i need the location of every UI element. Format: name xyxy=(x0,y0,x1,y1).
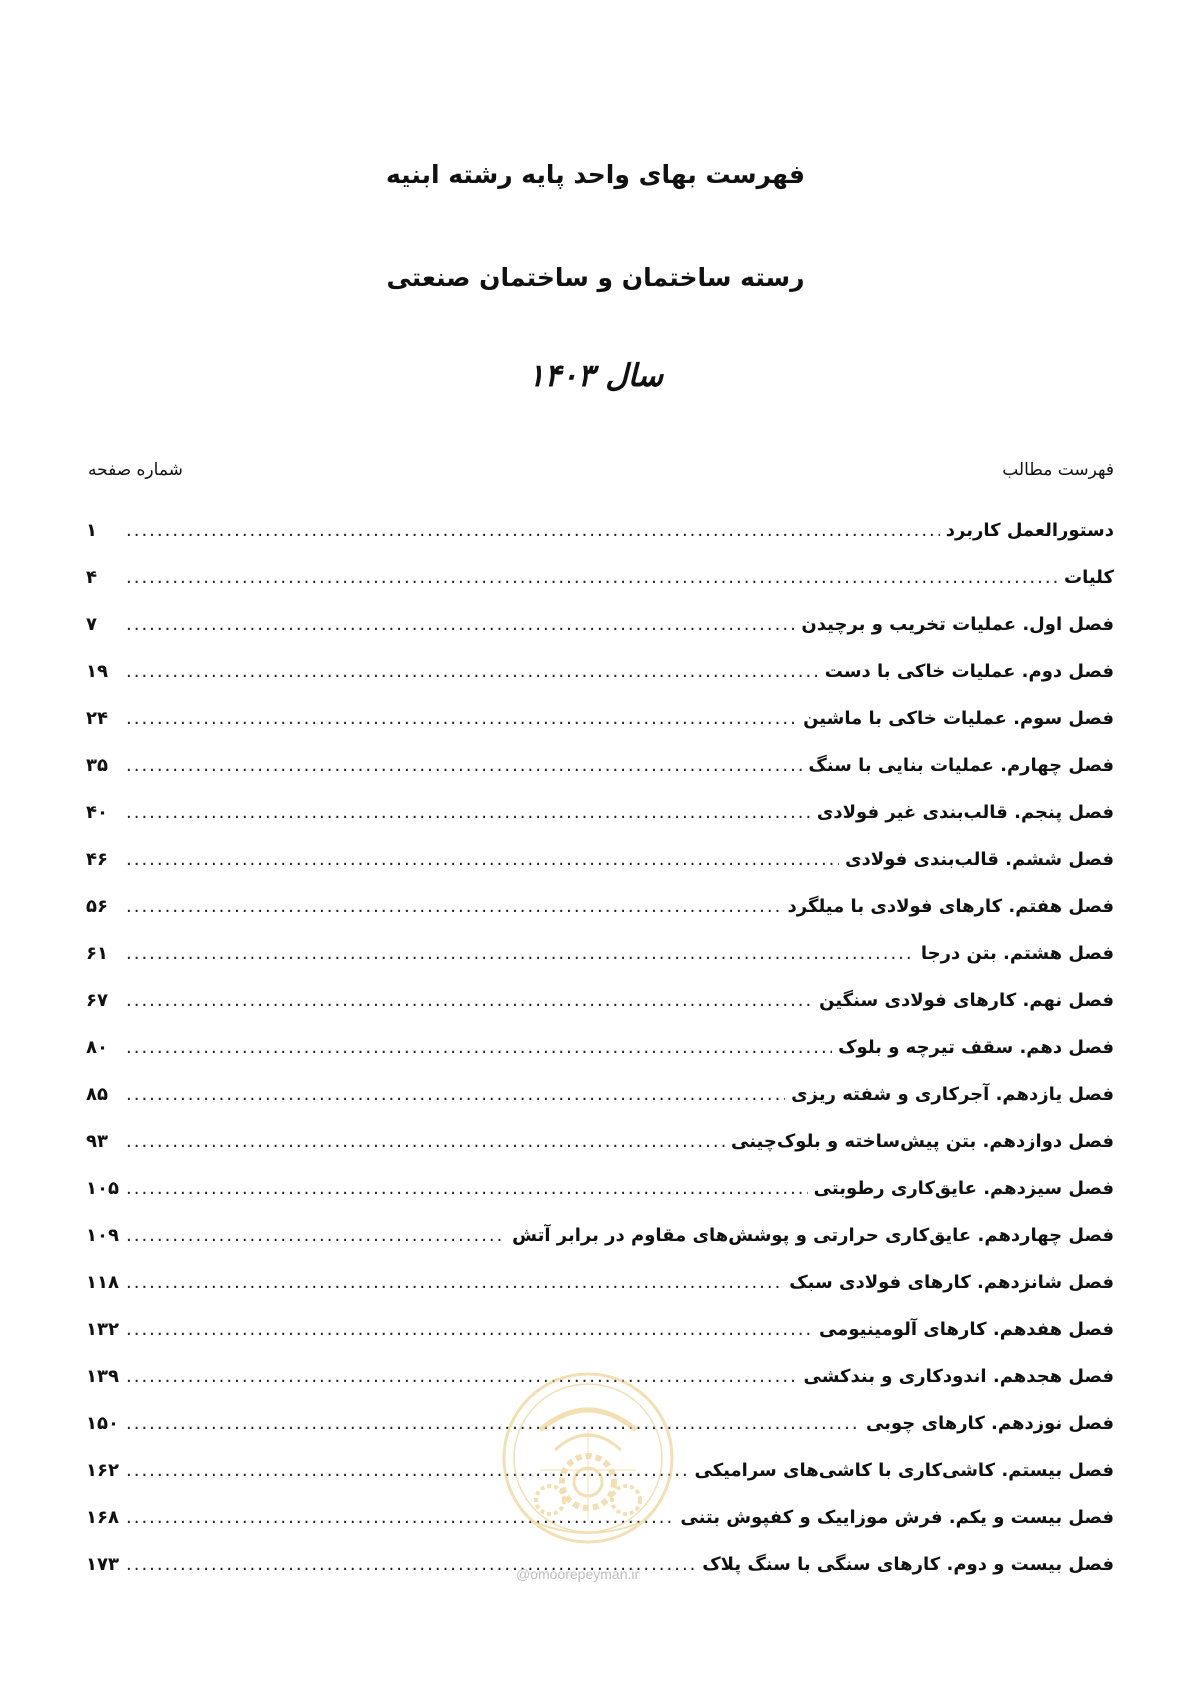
toc-leader-dots xyxy=(126,1366,798,1387)
toc-entry-title: فصل هجدهم. اندودکاری و بندکشی xyxy=(803,1366,1114,1387)
toc-entry-title: فصل شانزدهم. کارهای فولادی سبک xyxy=(789,1272,1114,1293)
toc-entry[interactable] xyxy=(86,1131,1114,1178)
toc-entry-title: فصل بیستم. کاشی‌کاری با کاشی‌های سرامیکی xyxy=(694,1460,1114,1481)
toc-entry[interactable] xyxy=(86,896,1114,943)
toc-entry-title: فصل سوم. عملیات خاکی با ماشین xyxy=(803,708,1114,729)
toc-leader-dots xyxy=(126,567,1058,588)
toc-entry-title: فصل پنجم. قالب‌بندی غیر فولادی xyxy=(816,802,1114,823)
toc-entry-title: کلیات xyxy=(1063,567,1114,588)
toc-leader-dots xyxy=(126,1178,808,1199)
toc-leader-dots xyxy=(126,520,940,541)
toc-leader-dots xyxy=(126,1037,832,1058)
toc-entry[interactable] xyxy=(86,1178,1114,1225)
toc-entry-page: ۷ xyxy=(86,614,97,635)
toc-entry[interactable] xyxy=(86,755,1114,802)
toc-entry-page: ۲۴ xyxy=(86,708,108,729)
toc-leader-dots xyxy=(126,708,797,729)
toc-leader-dots xyxy=(126,1319,813,1340)
toc-leader-dots xyxy=(126,1225,506,1246)
toc-entry-page: ۱۰۹ xyxy=(86,1225,119,1246)
toc-entry-page: ۸۵ xyxy=(86,1084,108,1105)
document-subtitle: رسته ساختمان و ساختمان صنعتی xyxy=(386,263,805,292)
toc-leader-dots xyxy=(126,990,813,1011)
toc-entry-title: فصل اول. عملیات تخریب و برچیدن xyxy=(801,614,1114,635)
toc-entry-page: ۶۷ xyxy=(86,990,108,1011)
toc-entry[interactable] xyxy=(86,708,1114,755)
toc-entry-title: فصل بیست و یکم. فرش موزاییک و کفپوش بتنی xyxy=(680,1507,1114,1528)
toc-entry-title: فصل دوم. عملیات خاکی با دست xyxy=(824,661,1114,682)
toc-entry-page: ۱۳۹ xyxy=(86,1366,119,1387)
toc-leader-dots xyxy=(126,614,795,635)
toc-heading: فهرست مطالب xyxy=(1002,460,1114,480)
toc-entry-page: ۱۳۲ xyxy=(86,1319,119,1340)
toc-entry-title: فصل ششم. قالب‌بندی فولادی xyxy=(845,849,1114,870)
toc-entry-page: ۸۰ xyxy=(86,1037,108,1058)
toc-leader-dots xyxy=(126,755,802,776)
toc-entry-title: فصل سیزدهم. عایق‌کاری رطوبتی xyxy=(813,1178,1114,1199)
toc-leader-dots xyxy=(126,661,819,682)
toc-leader-dots xyxy=(126,1272,783,1293)
toc-entry-page: ۴۰ xyxy=(86,802,108,823)
toc-entry-page: ۱۶۲ xyxy=(86,1460,119,1481)
toc-entry-title: فصل بیست و دوم. کارهای سنگی با سنگ پلاک xyxy=(702,1554,1114,1575)
toc-entry-title: فصل چهاردهم. عایق‌کاری حرارتی و پوشش‌های مقاوم در برابر آتش xyxy=(512,1225,1114,1246)
toc-entry[interactable] xyxy=(86,661,1114,708)
toc-leader-dots xyxy=(126,1413,860,1434)
toc-entry-page: ۱۷۳ xyxy=(86,1554,119,1575)
toc-entry[interactable] xyxy=(86,1272,1114,1319)
toc-leader-dots xyxy=(126,1131,725,1152)
toc-entry-title: فصل یازدهم. آجرکاری و شفته ریزی xyxy=(791,1084,1114,1105)
toc-leader-dots xyxy=(126,849,839,870)
toc-leader-dots xyxy=(126,1084,785,1105)
toc-entry-page: ۳۵ xyxy=(86,755,108,776)
toc-entry[interactable] xyxy=(86,614,1114,661)
toc-entry[interactable] xyxy=(86,943,1114,990)
toc-entry-page: ۱۶۸ xyxy=(86,1507,119,1528)
toc-entry[interactable] xyxy=(86,567,1114,614)
toc-leader-dots xyxy=(126,802,811,823)
toc-entry-title: فصل نوزدهم. کارهای چوبی xyxy=(865,1413,1114,1434)
toc-entry-title: فصل هفتم. کارهای فولادی با میلگرد xyxy=(787,896,1114,917)
toc-entry[interactable] xyxy=(86,990,1114,1037)
toc-leader-dots xyxy=(126,943,915,964)
toc-entry[interactable] xyxy=(86,520,1114,567)
toc-entry[interactable] xyxy=(86,849,1114,896)
toc-entry-page: ۱۱۸ xyxy=(86,1272,119,1293)
toc-entry[interactable] xyxy=(86,1084,1114,1131)
toc-entry-title: فصل هشتم. بتن درجا xyxy=(920,943,1114,964)
toc-entry-page: ۵۶ xyxy=(86,896,108,917)
toc-entry-page: ۴۶ xyxy=(86,849,108,870)
toc-entry-page: ۱۵۰ xyxy=(86,1413,119,1434)
toc-entry-title: دستورالعمل کاربرد xyxy=(945,520,1114,541)
toc-entry-page: ۱ xyxy=(86,520,97,541)
document-year: سال ۱۴۰۳ xyxy=(527,358,664,394)
toc-entry-title: فصل چهارم. عملیات بنایی با سنگ xyxy=(808,755,1114,776)
toc-entry[interactable] xyxy=(86,802,1114,849)
toc-entry-page: ۴ xyxy=(86,567,97,588)
toc-entry[interactable] xyxy=(86,1319,1114,1366)
toc-entry-page: ۶۱ xyxy=(86,943,108,964)
toc-entry-page: ۱۹ xyxy=(86,661,108,682)
toc-entry-title: فصل دهم. سقف تیرچه و بلوک xyxy=(838,1037,1114,1058)
toc-leader-dots xyxy=(126,896,782,917)
page-number-heading: شماره صفحه xyxy=(88,460,183,480)
toc-entry-title: فصل نهم. کارهای فولادی سنگین xyxy=(819,990,1114,1011)
document-title: فهرست بهای واحد پایه رشته ابنیه xyxy=(386,160,805,189)
omoore-peyman-logo-seal-icon xyxy=(500,1370,676,1546)
toc-entry-title: فصل هفدهم. کارهای آلومینیومی xyxy=(818,1319,1114,1340)
toc-entry-title: فصل دوازدهم. بتن پیش‌ساخته و بلوک‌چینی xyxy=(731,1131,1114,1152)
toc-entry-page: ۱۰۵ xyxy=(86,1178,119,1199)
toc-entry[interactable] xyxy=(86,1225,1114,1272)
toc-entry-page: ۹۳ xyxy=(86,1131,108,1152)
website-watermark: @omoorepeyman.ir xyxy=(516,1566,640,1582)
toc-entry[interactable] xyxy=(86,1037,1114,1084)
